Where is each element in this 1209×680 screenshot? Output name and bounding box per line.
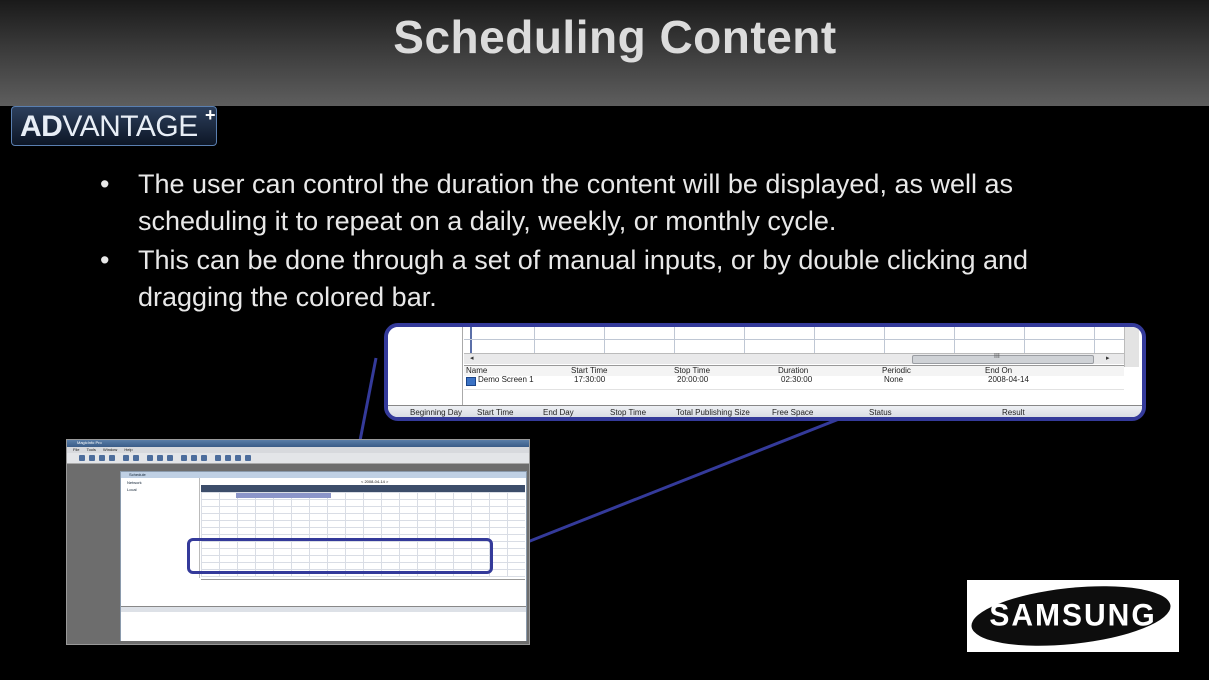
col-duration: Duration bbox=[778, 366, 809, 375]
thumb-schedule-table bbox=[201, 579, 525, 605]
publishing-table-header bbox=[388, 405, 1142, 420]
col-end-day: End Day bbox=[543, 408, 574, 417]
toolbar-icon bbox=[181, 455, 187, 461]
cell-start-time: 17:30:00 bbox=[574, 375, 606, 384]
toolbar-icon bbox=[215, 455, 221, 461]
samsung-logo-text: SAMSUNG bbox=[989, 598, 1157, 633]
callout-highlight-box bbox=[187, 538, 493, 574]
slide-title: Scheduling Content bbox=[393, 11, 837, 63]
col-periodic: Periodic bbox=[882, 366, 911, 375]
cell-stop-time: 20:00:00 bbox=[677, 375, 709, 384]
bullet-dot: • bbox=[100, 245, 110, 275]
cell-duration: 02:30:00 bbox=[781, 375, 813, 384]
bullet-text: The user can control the duration the content will be displayed, as well as scheduling it to repeat on a daily, weekly, or monthly cycle. bbox=[138, 169, 1013, 236]
cell-end-on: 2008-04-14 bbox=[988, 375, 1029, 384]
col-start-time: Start Time bbox=[477, 408, 514, 417]
toolbar-icon bbox=[123, 455, 129, 461]
thumb-tree-network: Network bbox=[127, 480, 142, 485]
toolbar-icon bbox=[201, 455, 207, 461]
table-empty-row bbox=[464, 389, 1124, 404]
grid-line bbox=[884, 327, 885, 353]
thumb-tree-local: Local bbox=[127, 487, 137, 492]
samsung-logo bbox=[967, 580, 1179, 652]
scroll-right-icon[interactable]: ▸ bbox=[1106, 355, 1110, 362]
toolbar-icon bbox=[157, 455, 163, 461]
logo-regular: VANTAGE bbox=[62, 110, 198, 143]
vertical-scrollbar[interactable] bbox=[1124, 327, 1139, 367]
bullet-dot: • bbox=[100, 169, 110, 199]
screen-icon bbox=[466, 377, 476, 386]
bullet-text: This can be done through a set of manual inputs, or by double clicking and dragging the colored bar. bbox=[138, 245, 1029, 312]
tree-pane bbox=[388, 327, 463, 411]
toolbar-icon bbox=[109, 455, 115, 461]
toolbar-icon bbox=[99, 455, 105, 461]
connector-line-right bbox=[492, 406, 872, 556]
cell-periodic: None bbox=[884, 375, 904, 384]
col-name: Name bbox=[466, 366, 488, 375]
scroll-thumb[interactable] bbox=[912, 355, 1094, 364]
table-row[interactable] bbox=[464, 375, 1124, 387]
thumb-window-title: MagicInfo Pro bbox=[77, 440, 102, 445]
thumb-schedule-label: Schedule bbox=[129, 472, 146, 477]
thumb-date-label: < 2008-04-14 > bbox=[361, 479, 389, 484]
cell-name: Demo Screen 1 bbox=[478, 375, 534, 384]
logo-bold: AD bbox=[20, 110, 63, 143]
col-end-on: End On bbox=[985, 366, 1013, 375]
grid-row-line bbox=[464, 339, 1124, 340]
schedule-grid[interactable] bbox=[464, 327, 1124, 353]
thumb-menu-file: File bbox=[73, 447, 80, 452]
grid-divider bbox=[470, 327, 472, 353]
toolbar-icon bbox=[225, 455, 231, 461]
horizontal-scrollbar[interactable] bbox=[464, 353, 1124, 364]
grid-line bbox=[814, 327, 815, 353]
thumb-menu-help: Help bbox=[124, 447, 133, 452]
toolbar-icon bbox=[167, 455, 173, 461]
toolbar-icon bbox=[147, 455, 153, 461]
col-stop-time: Stop Time bbox=[610, 408, 647, 417]
col-result: Result bbox=[1002, 408, 1025, 417]
col-free-space: Free Space bbox=[772, 408, 814, 417]
col-start-time: Start Time bbox=[571, 366, 608, 375]
thumb-grid-header bbox=[201, 485, 525, 492]
col-total-publishing-size: Total Publishing Size bbox=[676, 408, 750, 417]
thumb-menu-window: Window bbox=[103, 447, 118, 452]
scroll-left-icon[interactable]: ◂ bbox=[470, 355, 474, 362]
logo-plus: + bbox=[205, 105, 216, 125]
toolbar-icon bbox=[245, 455, 251, 461]
thumb-schedule-bar bbox=[236, 493, 331, 498]
grid-line bbox=[1094, 327, 1095, 353]
col-beginning-day: Beginning Day bbox=[410, 408, 463, 417]
toolbar-icon bbox=[89, 455, 95, 461]
toolbar-icon bbox=[235, 455, 241, 461]
grid-line bbox=[954, 327, 955, 353]
scroll-thumb-grip: III bbox=[994, 353, 1000, 360]
thumb-toolbar bbox=[67, 453, 529, 464]
grid-line bbox=[534, 327, 535, 353]
thumb-bottom-panel bbox=[121, 606, 526, 641]
grid-line bbox=[604, 327, 605, 353]
grid-line bbox=[674, 327, 675, 353]
toolbar-icon bbox=[133, 455, 139, 461]
col-stop-time: Stop Time bbox=[674, 366, 711, 375]
grid-line bbox=[1024, 327, 1025, 353]
toolbar-icon bbox=[79, 455, 85, 461]
grid-line bbox=[744, 327, 745, 353]
thumb-menu-tools: Tools bbox=[86, 447, 96, 452]
zoomed-schedule-panel bbox=[384, 323, 1146, 421]
thumb-window-titlebar bbox=[67, 440, 529, 447]
toolbar-icon bbox=[191, 455, 197, 461]
col-status: Status bbox=[869, 408, 892, 417]
thumb-bottom-header bbox=[121, 607, 526, 612]
